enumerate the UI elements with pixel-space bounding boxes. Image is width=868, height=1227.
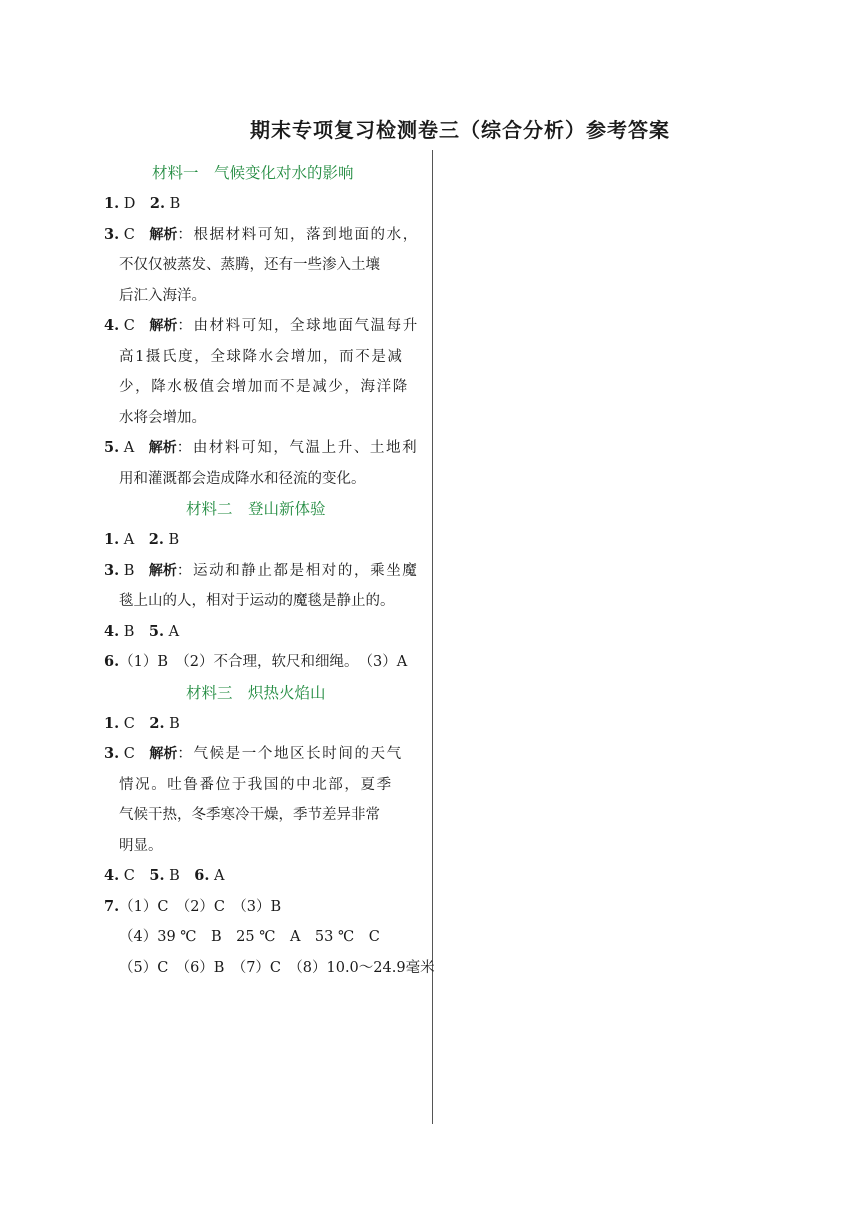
question-number: 4. <box>104 867 120 884</box>
analysis-text: ：由材料可知，全球地面气温每升 <box>177 318 419 334</box>
analysis-text: ：根据材料可知，落到地面的水， <box>177 226 419 243</box>
answer-7-line-3: （5）C （6）B （7）C （8）10.0～24.9毫米 <box>119 959 435 976</box>
analysis-text: ：运动和静止都是相对的，乘坐魔 <box>176 562 419 579</box>
analysis-text: 水将会增加。 <box>119 409 206 426</box>
answer-value: B <box>164 868 195 884</box>
answer-7 <box>104 892 422 923</box>
answer-value: B <box>119 562 149 579</box>
answer-value: （1）B （2）不合理，软尺和细绳。 （3）A <box>119 654 408 670</box>
page-title: 期末专项复习检测卷三（综合分析）参考答案 <box>250 118 670 142</box>
answer-4-6 <box>104 861 422 892</box>
question-number: 1. <box>104 195 120 212</box>
answer-1-2 <box>104 709 422 740</box>
answer-value: C <box>119 318 150 334</box>
analysis-label: 解析 <box>149 226 178 243</box>
question-number: 7. <box>104 897 120 915</box>
analysis-text: 高1摄氏度，全球降水会增加，而不是减 <box>119 348 404 365</box>
question-number: 2. <box>149 714 165 732</box>
analysis-label: 解析 <box>148 440 177 456</box>
answer-3 <box>104 220 422 251</box>
question-number: 6. <box>104 653 120 670</box>
answer-4-5 <box>104 617 422 648</box>
answer-1-2 <box>104 189 422 220</box>
answer-4 <box>104 311 422 342</box>
question-number: 5. <box>104 439 120 456</box>
question-number: 1. <box>104 714 120 732</box>
answer-value: D <box>119 196 150 212</box>
answer-1-2 <box>104 525 422 556</box>
answer-value: B <box>164 715 180 732</box>
analysis-text: 用和灌溉都会造成降水和径流的变化。 <box>119 470 366 487</box>
question-number: 3. <box>104 561 120 579</box>
question-number: 3. <box>104 745 120 762</box>
answer-3 <box>104 739 422 770</box>
answer-value: B <box>119 623 149 640</box>
answer-5 <box>104 433 422 464</box>
answer-3 <box>104 556 422 587</box>
section-heading-2: 材料二 登山新体验 <box>186 500 326 518</box>
answer-column-left <box>104 158 435 983</box>
answer-value: C <box>119 746 150 762</box>
question-number: 6. <box>194 867 210 884</box>
answer-value: A <box>119 440 149 456</box>
question-number: 3. <box>104 225 120 243</box>
answer-value: C <box>119 226 150 243</box>
question-number: 1. <box>104 531 120 548</box>
answer-7-line-2: （4）39 ℃ B 25 ℃ A 53 ℃ C <box>119 929 380 945</box>
question-number: 5. <box>149 867 165 884</box>
question-number: 2. <box>148 531 164 548</box>
section-heading-1: 材料一 气候变化对水的影响 <box>152 164 354 182</box>
question-number: 5. <box>148 622 165 640</box>
answer-value: B <box>163 532 180 548</box>
analysis-text: ：由材料可知，气温上升、土地利 <box>176 440 419 456</box>
answer-value: A <box>119 532 149 548</box>
answer-6 <box>104 647 422 678</box>
answer-value: （1）C （2）C （3）B <box>119 898 282 915</box>
answer-value: B <box>165 196 181 212</box>
answer-value: A <box>164 623 180 640</box>
analysis-text: 毯上山的人，相对于运动的魔毯是静止的。 <box>119 593 395 609</box>
answer-value: C <box>119 868 150 884</box>
section-heading-3: 材料三 炽热火焰山 <box>186 683 326 702</box>
analysis-label: 解析 <box>148 562 177 579</box>
analysis-text: ：气候是一个地区长时间的天气 <box>177 746 403 762</box>
analysis-label: 解析 <box>149 746 178 762</box>
analysis-text: 不仅仅被蒸发、蒸腾，还有一些渗入土壤 <box>119 257 380 273</box>
answer-value: C <box>119 715 150 732</box>
analysis-text: 气候干热，冬季寒冷干燥，季节差异非常 <box>119 807 380 823</box>
question-number: 2. <box>149 195 166 212</box>
analysis-text: 少，降水极值会增加而不是减少，海洋降 <box>119 379 409 395</box>
analysis-text: 情况。吐鲁番位于我国的中北部，夏季 <box>119 776 393 793</box>
analysis-label: 解析 <box>149 318 178 334</box>
question-number: 4. <box>104 317 120 334</box>
analysis-text: 后汇入海洋。 <box>119 287 206 304</box>
question-number: 4. <box>104 622 120 640</box>
answer-value: A <box>209 868 225 884</box>
analysis-text: 明显。 <box>119 837 163 854</box>
